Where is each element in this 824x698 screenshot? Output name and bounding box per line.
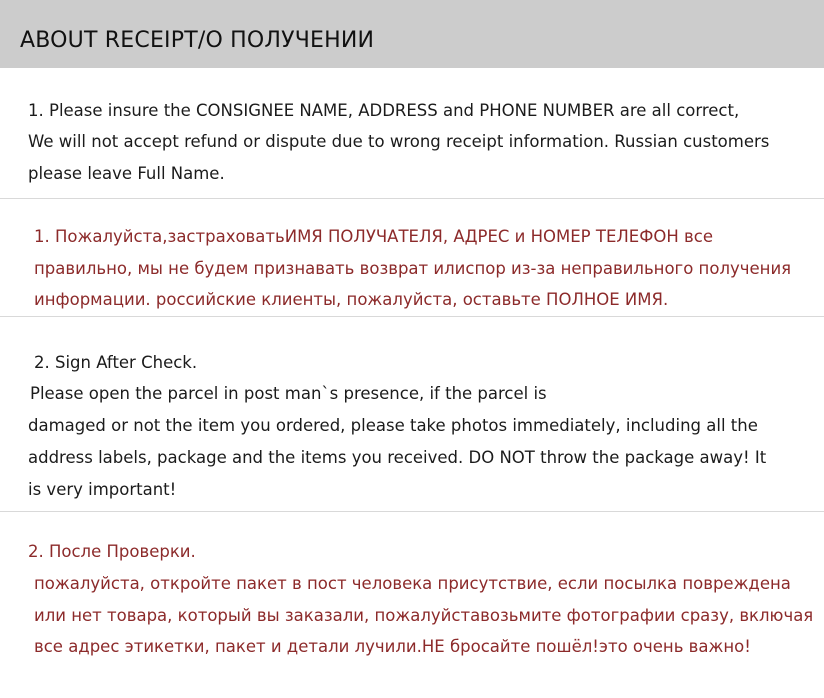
text-line: все адрес этикетки, пакет и детали лучили.НЕ бросайте пошёл!это очень важно! <box>34 637 751 656</box>
text-line: 1. Пожалуйста,застраховатьИМЯ ПОЛУЧАТЕЛЯ, АДРЕС и НОМЕР ТЕЛЕФОН все <box>34 227 713 246</box>
text-line: please leave Full Name. <box>28 164 225 183</box>
text-line: address labels, package and the items you received. DO NOT throw the package away! It <box>28 448 767 467</box>
text-line: информации. российские клиенты, пожалуйста, оставьте ПОЛНОЕ ИМЯ. <box>34 290 669 309</box>
text-line: пожалуйста, откройте пакет в пост человека присутствие, если посылка повреждена <box>34 574 791 593</box>
text-line: damaged or not the item you ordered, please take photos immediately, including all the <box>28 416 758 435</box>
page-title: ABOUT RECEIPT/О ПОЛУЧЕНИИ <box>20 28 375 53</box>
section-divider <box>0 511 824 512</box>
text-line: 1. Please insure the CONSIGNEE NAME, ADDRESS and PHONE NUMBER are all correct, <box>28 101 740 120</box>
text-line: is very important! <box>28 480 177 499</box>
text-line: 2. После Проверки. <box>28 542 196 561</box>
text-line: 2. Sign After Check. <box>34 353 198 372</box>
section-divider <box>0 198 824 199</box>
text-line: Please open the parcel in post man`s presence, if the parcel is <box>30 384 547 403</box>
section-divider <box>0 316 824 317</box>
header-bar <box>0 0 824 68</box>
text-line: правильно, мы не будем признавать возврат илиспор из-за неправильного получения <box>34 259 792 278</box>
text-line: или нет товара, который вы заказали, пожалуйставозьмите фотографии сразу, включая <box>34 606 814 625</box>
text-line: We will not accept refund or dispute due to wrong receipt information. Russian customers <box>28 132 770 151</box>
